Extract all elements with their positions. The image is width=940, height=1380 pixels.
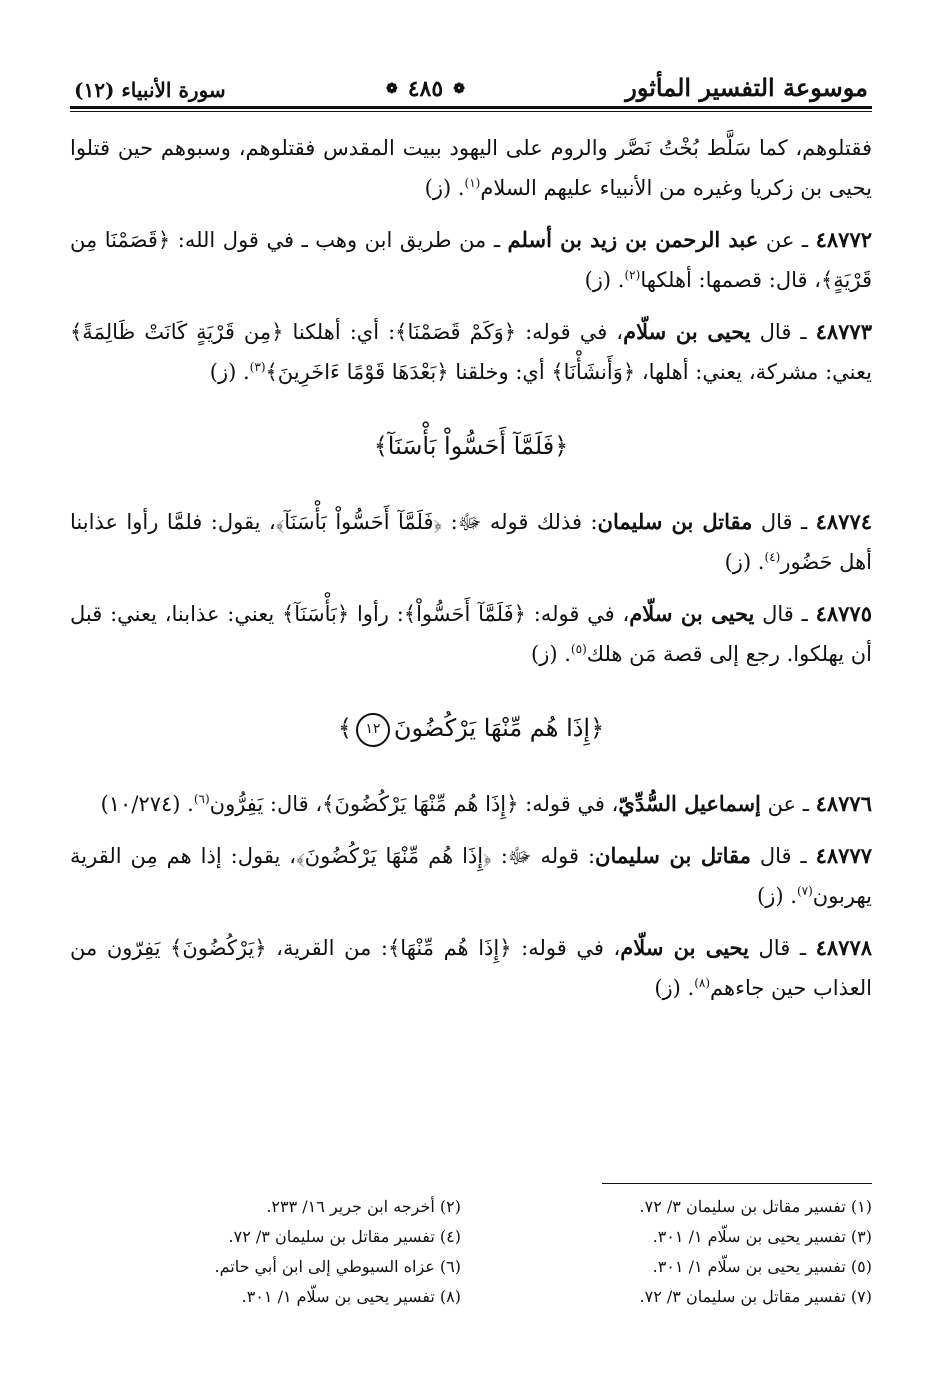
footnote-marker[interactable]: (٣): [249, 360, 266, 374]
narrator-name: يحيى بن سلّام: [620, 935, 749, 960]
source-ref: . (ز): [757, 884, 797, 908]
footnotes: [70, 1194, 872, 1310]
source-ref: . (ز): [209, 360, 250, 384]
footnote-item: (٣) تفسير يحيى بن سلّام ١/ ٣٠١.: [652, 1227, 872, 1246]
narration-text: ، في قوله: ﴿إِذَا هُم مِّنْهَا﴾: من القرية، ﴿يَرْكُضُونَ﴾ يَفِرّون من العذاب حين جاءهم: [70, 936, 872, 1000]
source-ref: . (ز): [724, 550, 765, 574]
narration-text: ، في قوله: ﴿فَلَمَّآ أَحَسُّواْ﴾: رأوا ﴿بَأْسَنَآ﴾ يعني: عذابنا، يعني: قبل أن يهلكوا. رجع إلى قصة مَن هلك: [70, 602, 872, 666]
ornament-icon: ❁: [386, 81, 398, 97]
narration-paragraph: [70, 128, 872, 208]
ornament-icon: ❁: [453, 81, 465, 97]
narration-text: ، في قوله: ﴿وَكَمْ قَصَمْنَا﴾: أي: أهلكنا ﴿مِن قَرْيَةٍ كَانَتْ ظَالِمَةً﴾ يعني: مشركة، يعني: أهلها، ﴿وَأَنشَأْنَا﴾ أي: وخلقنا ﴿بَعْدَهَا قَوْمًا ءَاخَرِينَ﴾: [70, 320, 872, 384]
footnote-item: (٧) تفسير مقاتل بن سليمان ٣/ ٧٢.: [639, 1287, 872, 1306]
source-ref: . (١٠/٢٧٤): [100, 792, 194, 816]
footnote-marker[interactable]: (١): [464, 176, 481, 190]
footnote-marker[interactable]: (٥): [570, 642, 587, 656]
narration-connector: ـ قال: [754, 602, 816, 626]
narration-text: : فذلك قوله ﷻ: ﴿فَلَمَّآ أَحَسُّواْ بَأْسَنَآ﴾، يقول: فلمَّا رأوا عذابنا أهل حَضُور: [70, 510, 872, 574]
narration-connector: ـ قال: [750, 844, 816, 868]
narration-paragraph: [70, 784, 872, 824]
narration-paragraph: [70, 502, 872, 582]
ayah-text: ﴿إِذَا هُم مِّنْهَا يَرْكُضُونَ: [393, 714, 605, 742]
narration-text: فقتلوهم، كما سَلَّط بُخْتُ نَصَّر والروم على اليهود ببيت المقدس فقتلوهم، وسبوهم حين قتلوا يحيى بن زكريا وغيره من الأنبياء عليهم السلام: [70, 136, 872, 200]
narration-number: ٤٨٧٧٢: [815, 227, 873, 252]
narrator-name: يحيى بن سلّام: [629, 601, 755, 626]
narration-paragraph: [70, 836, 872, 916]
page-number: ٤٨٥: [407, 76, 444, 102]
book-title: موسوعة التفسير المأثور: [625, 73, 868, 102]
source-ref: . (ز): [424, 176, 465, 200]
footnote-marker[interactable]: (٦): [193, 792, 210, 806]
source-ref: . (ز): [654, 976, 695, 1000]
narration-text: ـ من طريق ابن وهب ـ في قول الله: ﴿قَصَمْنَا مِن قَرْيَةٍ﴾، قال: قصمها: أهلكها: [70, 228, 872, 292]
sura-title: سورة الأنبياء (١٢): [74, 78, 226, 102]
narration-connector: ـ قال: [748, 936, 816, 960]
ayah-text: ﴿فَلَمَّآ أَحَسُّواْ بَأْسَنَآ﴾: [373, 432, 569, 460]
header-rule: [70, 106, 872, 112]
narration-number: ٤٨٧٧٥: [815, 601, 872, 626]
ayah-number-badge: ١٢: [356, 713, 390, 747]
footnote-item: (٨) تفسير يحيى بن سلّام ١/ ٣٠١.: [241, 1287, 461, 1306]
source-ref: . (ز): [531, 642, 571, 666]
narration-connector: ـ قال: [750, 320, 816, 344]
page-header: [70, 58, 872, 106]
narration-connector: ـ عن: [758, 228, 816, 252]
narration-paragraph: [70, 220, 872, 300]
page: [70, 58, 873, 1306]
narration-number: ٤٨٧٧٣: [815, 319, 872, 344]
narration-number: ٤٨٧٧٤: [815, 509, 873, 534]
narration-text: : قوله ﷻ: ﴿إِذَا هُم مِّنْهَا يَرْكُضُونَ﴾، يقول: إذا هم مِن القرية يهربون: [70, 844, 872, 908]
source-ref: . (ز): [584, 268, 625, 292]
ayah-heading: [70, 708, 872, 748]
footnote-item: (٢) أخرجه ابن جرير ١٦/ ٢٣٣.: [266, 1197, 461, 1216]
narrator-name: يحيى بن سلّام: [623, 319, 751, 344]
footnote-item: (٥) تفسير يحيى بن سلّام ١/ ٣٠١.: [652, 1257, 872, 1276]
narration-paragraph: [70, 928, 872, 1008]
body-text: [70, 128, 872, 1008]
narration-connector: ـ قال: [752, 510, 816, 534]
narration-connector: ـ عن: [760, 792, 816, 816]
footnote-item: (٤) تفسير مقاتل بن سليمان ٣/ ٧٢.: [228, 1227, 461, 1246]
narrator-name: مقاتل بن سليمان: [595, 843, 751, 868]
narration-number: ٤٨٧٧٧: [815, 843, 873, 868]
narrator-name: إسماعيل السُّدِّيّ: [618, 791, 761, 816]
narration-paragraph: [70, 312, 872, 392]
footnote-marker[interactable]: (٨): [694, 976, 711, 990]
narration-number: ٤٨٧٧٨: [815, 935, 873, 960]
footnote-rule: [602, 1183, 872, 1184]
narrator-name: عبد الرحمن بن زيد بن أسلم: [507, 227, 759, 252]
narrator-name: مقاتل بن سليمان: [597, 509, 753, 534]
ayah-close: ﴾: [337, 714, 352, 742]
narration-number: ٤٨٧٧٦: [815, 791, 872, 816]
narration-text: ، في قوله: ﴿إِذَا هُم مِّنْهَا يَرْكُضُونَ﴾، قال: يَفِرُّون: [209, 792, 619, 816]
footnote-marker[interactable]: (٢): [624, 268, 641, 282]
ayah-heading: [70, 426, 872, 466]
footnote-marker[interactable]: (٤): [764, 550, 781, 564]
footnote-item: (٦) عزاه السيوطي إلى ابن أبي حاتم.: [214, 1257, 461, 1276]
page-number-group: [386, 76, 465, 102]
footnote-marker[interactable]: (٧): [796, 884, 813, 898]
footnote-item: (١) تفسير مقاتل بن سليمان ٣/ ٧٢.: [639, 1197, 872, 1216]
narration-paragraph: [70, 594, 872, 674]
